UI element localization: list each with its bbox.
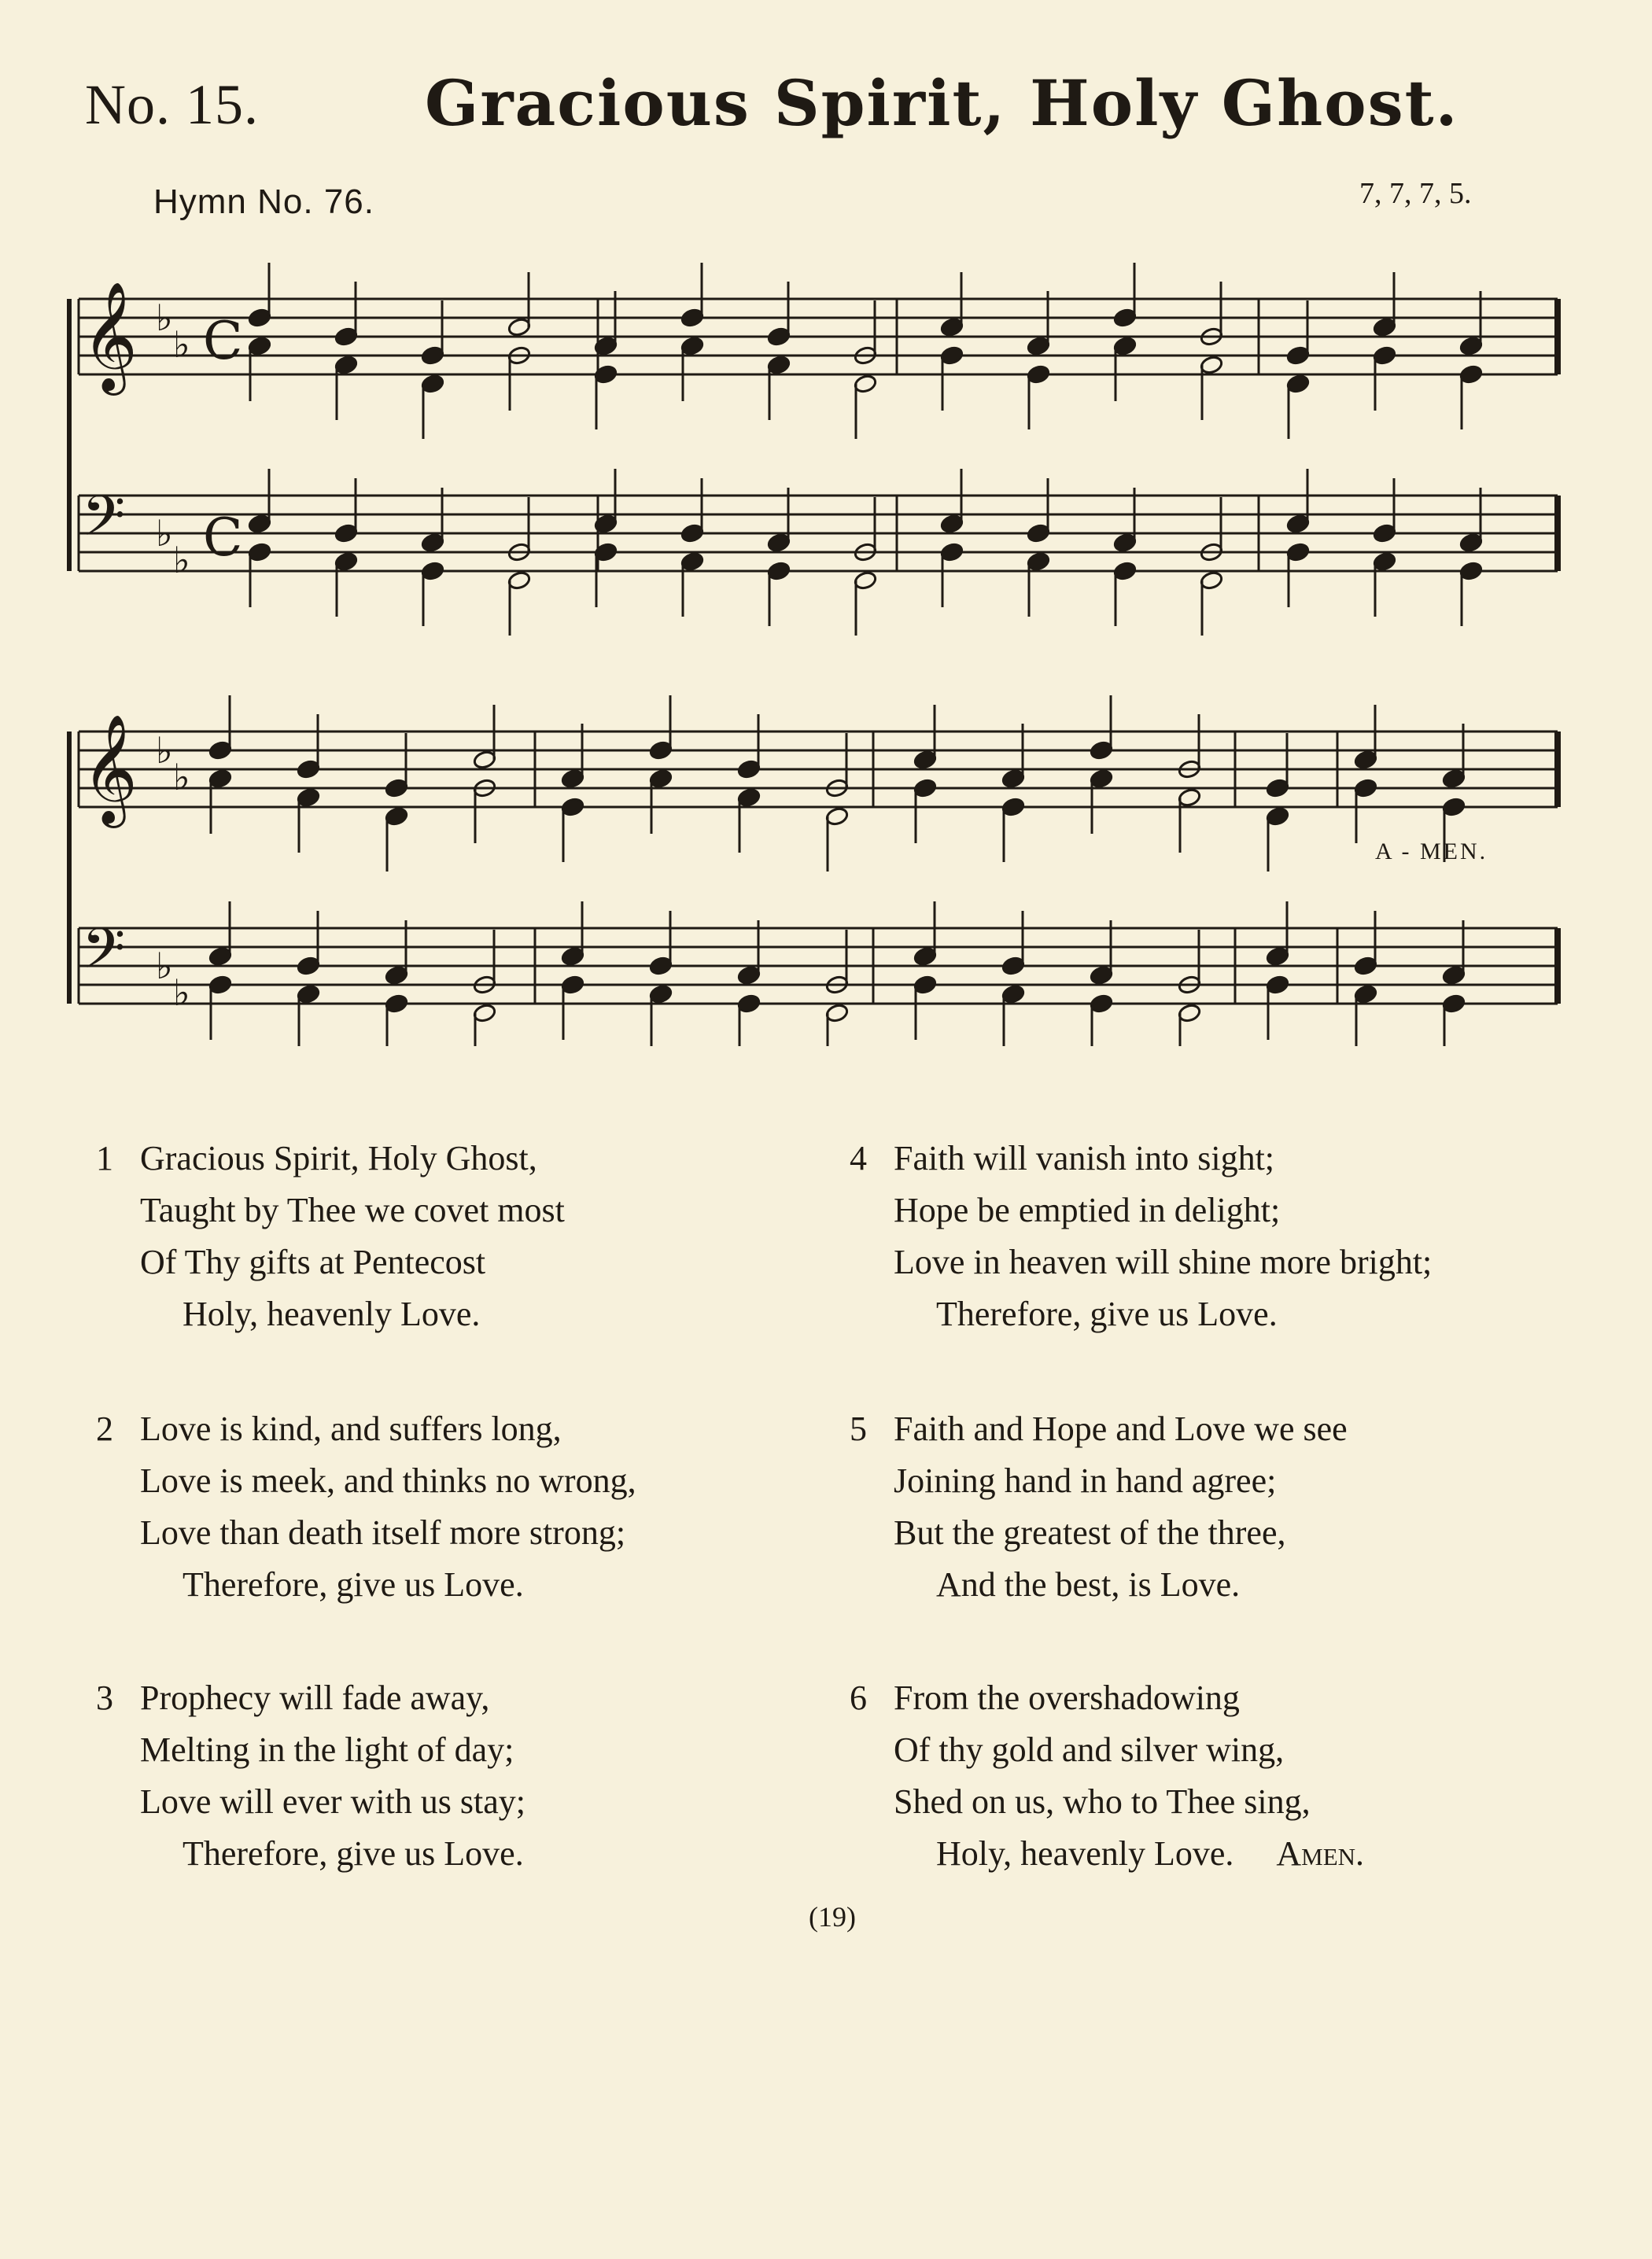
hymn-number: No. 15. [85, 73, 259, 136]
verse-6 [850, 1672, 1364, 1880]
verse-refrain-line: Therefore, give us Love. [936, 1295, 1278, 1333]
verse-refrain-line: And the best, is Love. [936, 1565, 1241, 1604]
bass-clef-icon: 𝄢 [82, 484, 126, 562]
verse-line: Prophecy will fade away, [140, 1679, 490, 1717]
verse-number: 4 [850, 1139, 867, 1177]
flat-icon: ♭ [173, 539, 190, 581]
verse-refrain-line [894, 1828, 1364, 1880]
verse-3 [96, 1672, 525, 1880]
verse-line: Love is kind, and suffers long, [140, 1410, 562, 1448]
treble-clef-icon: 𝄞 [82, 714, 138, 824]
verse-line: Of Thy gifts at Pentecost [140, 1243, 486, 1281]
verse-number: 3 [96, 1679, 113, 1717]
verse-4 [850, 1133, 1432, 1340]
verse-line: Taught by Thee we covet most [140, 1191, 565, 1229]
verse-5 [850, 1403, 1348, 1611]
verse-line: Gracious Spirit, Holy Ghost, [140, 1139, 537, 1177]
treble-clef-icon: 𝄞 [82, 282, 138, 391]
verse-line: Love in heaven will shine more bright; [894, 1243, 1433, 1281]
verse-number: 2 [96, 1410, 113, 1448]
verse-number: 6 [850, 1679, 867, 1717]
flat-icon: ♭ [156, 512, 173, 555]
verse-line: Of thy gold and silver wing, [894, 1730, 1285, 1769]
verse-2 [96, 1403, 636, 1611]
verse-refrain-line: Therefore, give us Love. [183, 1565, 524, 1604]
verse-refrain-line: Holy, heavenly Love. [183, 1295, 481, 1333]
verse-number: 1 [96, 1139, 113, 1177]
flat-icon: ♭ [156, 945, 173, 987]
hymn-meter: 7, 7, 7, 5. [1359, 177, 1472, 210]
hymn-reference: Hymn No. 76. [153, 182, 374, 221]
verse-line: From the overshadowing [894, 1679, 1240, 1717]
verse-number: 5 [850, 1410, 867, 1448]
verse-line: Love than death itself more strong; [140, 1513, 626, 1552]
flat-icon: ♭ [156, 297, 173, 339]
page-number: (19) [809, 1901, 856, 1933]
flat-icon: ♭ [156, 729, 173, 772]
verse-line: Love will ever with us stay; [140, 1782, 526, 1821]
verse-line: Shed on us, who to Thee sing, [894, 1782, 1311, 1821]
flat-icon: ♭ [173, 756, 190, 798]
music-score [0, 0, 1652, 1046]
amen-label: A - MEN. [1375, 838, 1488, 864]
amen-text: Amen. [1276, 1834, 1365, 1873]
verse-refrain-line: Therefore, give us Love. [183, 1834, 524, 1873]
flat-icon: ♭ [173, 323, 190, 366]
verse-line: Faith will vanish into sight; [894, 1139, 1275, 1177]
verse-1 [96, 1133, 565, 1340]
hymn-title: Gracious Spirit, Holy Ghost. [425, 66, 1459, 140]
common-time-icon: C [203, 311, 243, 371]
common-time-icon: C [203, 507, 243, 568]
verse-last-text: Holy, heavenly Love. [936, 1834, 1234, 1873]
flat-icon: ♭ [173, 971, 190, 1014]
verse-line: Melting in the light of day; [140, 1730, 514, 1769]
verse-line: Love is meek, and thinks no wrong, [140, 1461, 636, 1500]
bass-clef-icon: 𝄢 [82, 916, 126, 995]
verse-line: Hope be emptied in delight; [894, 1191, 1281, 1229]
verse-line: Joining hand in hand agree; [894, 1461, 1277, 1500]
verse-line: Faith and Hope and Love we see [894, 1410, 1348, 1448]
verse-line: But the greatest of the three, [894, 1513, 1286, 1552]
